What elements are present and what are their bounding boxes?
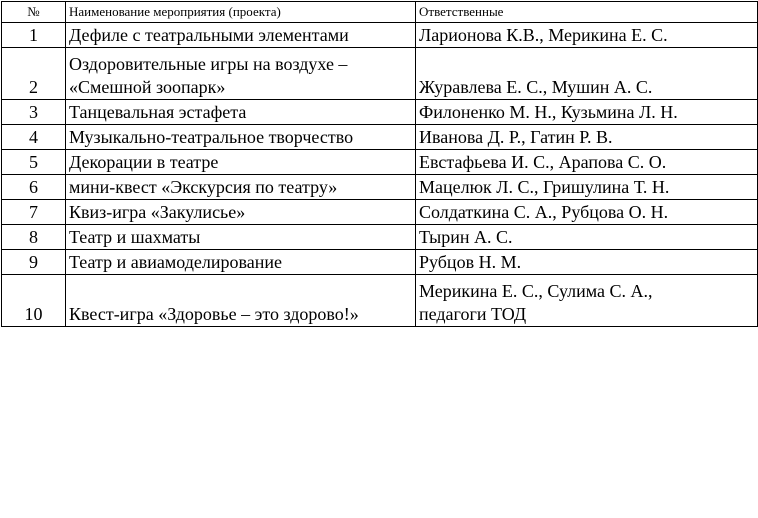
event-name-line: «Смешной зоопарк» bbox=[69, 77, 226, 97]
event-name-cell bbox=[66, 225, 416, 250]
responsible-cell bbox=[416, 175, 758, 200]
responsible-line: Ларионова К.В., Мерикина Е. С. bbox=[419, 25, 668, 45]
header-row bbox=[2, 2, 758, 23]
event-name-line: Оздоровительные игры на воздухе – bbox=[69, 54, 348, 74]
event-name-line: Музыкально-театральное творчество bbox=[69, 127, 354, 147]
table-row bbox=[2, 200, 758, 225]
responsible-cell bbox=[416, 125, 758, 150]
table-row bbox=[2, 250, 758, 275]
responsible-line: Филоненко М. Н., Кузьмина Л. Н. bbox=[419, 102, 678, 122]
row-number: 1 bbox=[2, 23, 66, 48]
row-number: 10 bbox=[2, 275, 66, 327]
table-header bbox=[2, 2, 758, 23]
event-name-cell bbox=[66, 250, 416, 275]
row-number: 3 bbox=[2, 100, 66, 125]
row-number: 2 bbox=[2, 48, 66, 100]
responsible-line: Рубцов Н. М. bbox=[419, 252, 522, 272]
row-number: 5 bbox=[2, 150, 66, 175]
event-name-cell bbox=[66, 125, 416, 150]
table-row bbox=[2, 275, 758, 327]
responsible-line: педагоги ТОД bbox=[419, 304, 527, 324]
events-table bbox=[1, 1, 758, 327]
table-row bbox=[2, 175, 758, 200]
event-name-line: Театр и авиамоделирование bbox=[69, 252, 283, 272]
responsible-cell bbox=[416, 48, 758, 100]
event-name-cell bbox=[66, 100, 416, 125]
table-row bbox=[2, 150, 758, 175]
row-number: 9 bbox=[2, 250, 66, 275]
responsible-line: Мацелюк Л. С., Гришулина Т. Н. bbox=[419, 177, 670, 197]
row-number: 4 bbox=[2, 125, 66, 150]
event-name-cell bbox=[66, 275, 416, 327]
responsible-cell bbox=[416, 150, 758, 175]
event-name-cell bbox=[66, 150, 416, 175]
event-name-line: Танцевальная эстафета bbox=[69, 102, 247, 122]
row-number: 7 bbox=[2, 200, 66, 225]
event-name-line: Декорации в театре bbox=[69, 152, 219, 172]
row-number: 6 bbox=[2, 175, 66, 200]
event-name-cell bbox=[66, 23, 416, 48]
responsible-cell bbox=[416, 275, 758, 327]
responsible-line: Солдаткина С. А., Рубцова О. Н. bbox=[419, 202, 669, 222]
event-name-cell bbox=[66, 48, 416, 100]
responsible-line: Журавлева Е. С., Мушин А. С. bbox=[419, 77, 653, 97]
event-name-cell bbox=[66, 200, 416, 225]
responsible-cell bbox=[416, 200, 758, 225]
event-name-line: Квиз-игра «Закулисье» bbox=[69, 202, 246, 222]
header-responsible: Ответственные bbox=[416, 2, 758, 23]
table-row bbox=[2, 23, 758, 48]
event-name-cell bbox=[66, 175, 416, 200]
responsible-cell bbox=[416, 100, 758, 125]
event-name-line: Квест-игра «Здоровье – это здорово!» bbox=[69, 304, 359, 324]
table-row bbox=[2, 225, 758, 250]
responsible-cell bbox=[416, 250, 758, 275]
responsible-line: Тырин А. С. bbox=[419, 227, 513, 247]
event-name-line: Дефиле с театральными элементами bbox=[69, 25, 349, 45]
header-number: № bbox=[2, 2, 66, 23]
responsible-line: Мерикина Е. С., Сулима С. А., bbox=[419, 281, 653, 301]
responsible-line: Иванова Д. Р., Гатин Р. В. bbox=[419, 127, 613, 147]
event-name-line: мини-квест «Экскурсия по театру» bbox=[69, 177, 338, 197]
responsible-line: Евстафьева И. С., Арапова С. О. bbox=[419, 152, 667, 172]
event-name-line: Театр и шахматы bbox=[69, 227, 201, 247]
responsible-cell bbox=[416, 23, 758, 48]
table-row bbox=[2, 48, 758, 100]
table-row bbox=[2, 125, 758, 150]
header-event-name: Наименование мероприятия (проекта) bbox=[66, 2, 416, 23]
table-row bbox=[2, 100, 758, 125]
table-body bbox=[2, 23, 758, 327]
responsible-cell bbox=[416, 225, 758, 250]
row-number: 8 bbox=[2, 225, 66, 250]
